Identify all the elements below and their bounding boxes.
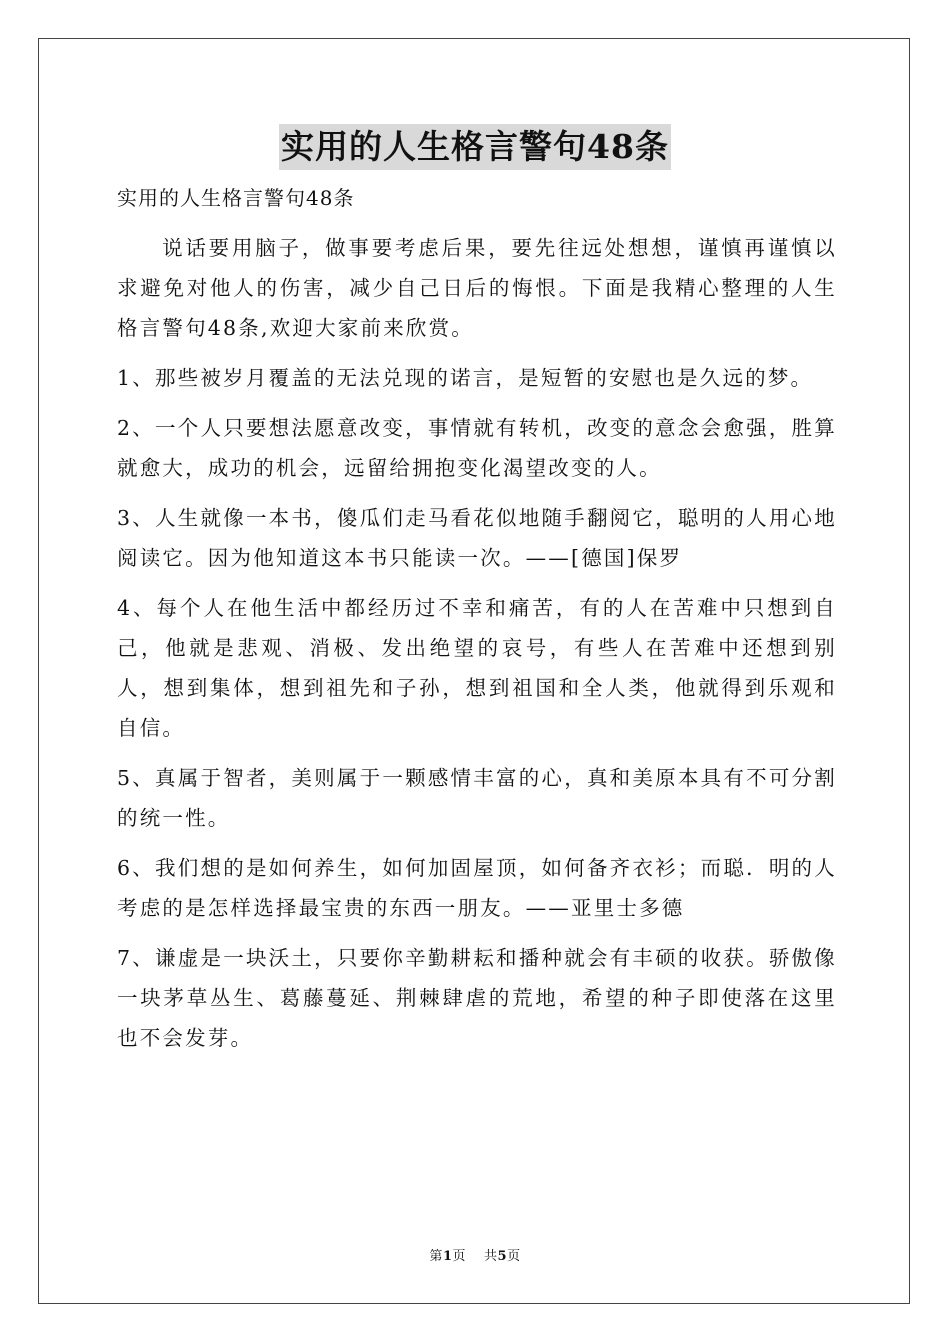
total-page-count: 5 [497, 1249, 508, 1264]
total-label-unit: 页 [507, 1249, 521, 1264]
page-label-prefix: 第 [429, 1249, 443, 1264]
intro-paragraph: 说话要用脑子，做事要考虑后果，要先往远处想想，谨慎再谨慎以求避免对他人的伤害，减少自己日后的悔恨。下面是我精心整理的人生格言警句48条,欢迎大家前来欣赏。 [117, 236, 837, 340]
page-footer [0, 1247, 950, 1267]
quote-item-5: 5、真属于智者，美则属于一颗感情丰富的心，真和美原本具有不可分割的统一性。 [117, 766, 837, 830]
quote-item-7: 7、谦虚是一块沃土，只要你辛勤耕耘和播种就会有丰硕的收获。骄傲像一块茅草丛生、葛藤蔓延、荆棘肆虐的荒地，希望的种子即使落在这里也不会发芽。 [117, 946, 837, 1050]
quote-item-2: 2、一个人只要想法愿意改变，事情就有转机，改变的意念会愈强，胜算就愈大，成功的机会，远留给拥抱变化渴望改变的人。 [117, 416, 837, 480]
title-area [0, 124, 950, 170]
quote-item-3: 3、人生就像一本书，傻瓜们走马看花似地随手翻阅它，聪明的人用心地阅读它。因为他知道这本书只能读一次。——[德国]保罗 [117, 506, 837, 570]
quote-item-4: 4、每个人在他生活中都经历过不幸和痛苦，有的人在苦难中只想到自己，他就是悲观、消极、发出绝望的哀号，有些人在苦难中还想到别人，想到集体，想到祖先和子孙，想到祖国和全人类，他就得到乐观和自信。 [117, 596, 837, 740]
current-page-number: 1 [442, 1249, 453, 1264]
quote-item-6: 6、我们想的是如何养生，如何加固屋顶，如何备齐衣衫；而聪．明的人考虑的是怎样选择最宝贵的东西一朋友。——亚里士多德 [117, 856, 837, 920]
document-subtitle: 实用的人生格言警句48条 [117, 186, 355, 210]
document-body [117, 228, 837, 1058]
total-label-prefix: 共 [484, 1249, 498, 1264]
page-label-unit: 页 [452, 1249, 466, 1264]
quote-item-1: 1、那些被岁月覆盖的无法兑现的诺言，是短暂的安慰也是久远的梦。 [117, 366, 814, 390]
document-title: 实用的人生格言警句48条 [279, 124, 671, 170]
